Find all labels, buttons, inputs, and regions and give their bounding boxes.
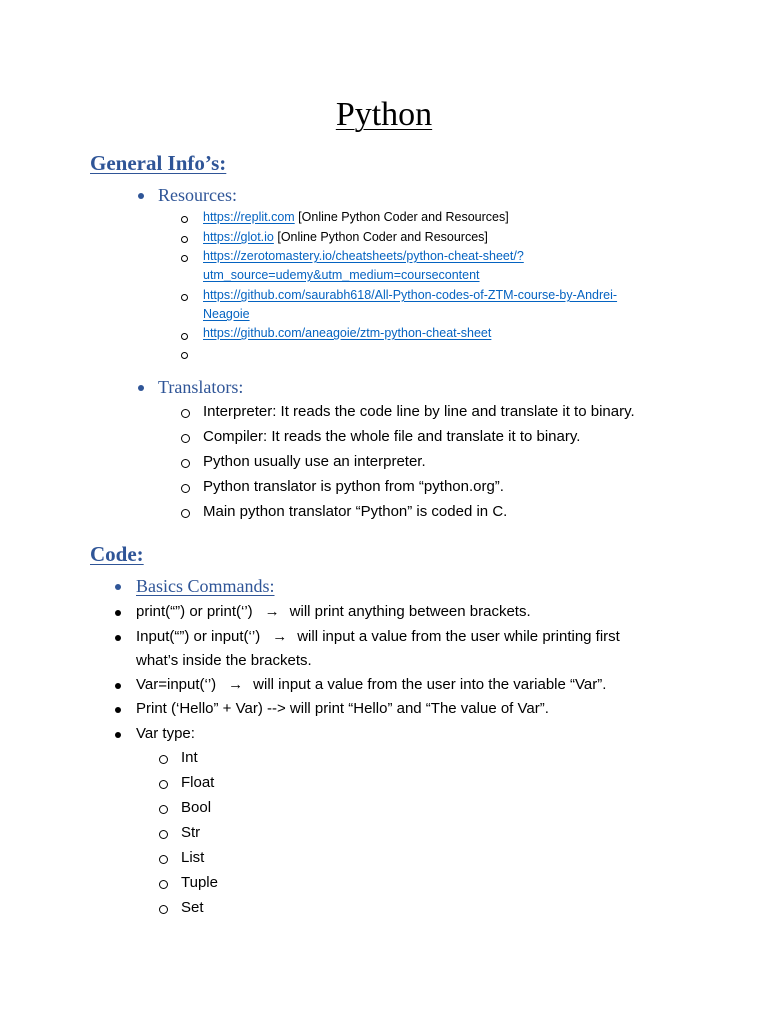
resource-item xyxy=(203,324,491,343)
circle-bullet-icon xyxy=(159,855,168,864)
resource-link[interactable]: https://github.com/aneagoie/ztm-python-cheat-sheet xyxy=(203,326,492,340)
circle-bullet-icon xyxy=(181,236,188,243)
circle-bullet-icon xyxy=(181,434,190,443)
circle-bullet-icon xyxy=(159,905,168,914)
arrow-right-icon: → xyxy=(272,628,288,645)
resource-item xyxy=(203,247,524,266)
var-type: Float xyxy=(181,774,215,791)
resource-link[interactable]: https://glot.io xyxy=(203,230,274,244)
bullet-icon xyxy=(115,610,121,616)
var-type: Bool xyxy=(181,799,212,816)
command-description: will input a value from the user into the variable “Var”. xyxy=(253,676,607,693)
bullet-icon xyxy=(115,683,121,689)
circle-bullet-icon xyxy=(159,830,168,839)
bullet-icon xyxy=(138,385,144,391)
var-type-item xyxy=(136,725,195,742)
resource-item-continued xyxy=(203,305,250,324)
resource-item xyxy=(203,286,617,305)
circle-bullet-icon xyxy=(159,805,168,814)
resource-link[interactable]: https://zerotomastery.io/cheatsheets/python-cheat-sheet/? xyxy=(203,249,524,263)
circle-bullet-icon xyxy=(181,216,188,223)
document-title: Python xyxy=(335,96,433,133)
circle-bullet-icon xyxy=(181,255,188,262)
circle-bullet-icon xyxy=(159,880,168,889)
bullet-icon xyxy=(115,707,121,713)
translator-item: Main python translator “Python” is coded in C. xyxy=(203,503,508,520)
resource-item xyxy=(203,228,488,247)
translators-heading xyxy=(158,377,243,398)
section-heading-general-info: General Info’s: xyxy=(90,151,227,175)
var-type: Int xyxy=(181,749,198,766)
arrow-right-icon: → xyxy=(264,603,280,620)
circle-bullet-icon xyxy=(181,484,190,493)
translator-item: Compiler: It reads the whole file and translate it to binary. xyxy=(203,428,581,445)
section-heading-code: Code: xyxy=(90,542,144,566)
resource-link-continued[interactable]: Neagoie xyxy=(203,307,250,321)
circle-bullet-icon xyxy=(159,755,168,764)
command-item xyxy=(136,628,620,645)
translator-item: Interpreter: It reads the code line by line and translate it to binary. xyxy=(203,403,635,420)
command-item xyxy=(136,700,549,717)
translators-label: Translators: xyxy=(158,377,244,397)
var-type: Tuple xyxy=(181,874,218,891)
circle-bullet-icon xyxy=(181,509,190,518)
bullet-icon xyxy=(115,732,121,738)
command-item xyxy=(136,676,606,693)
command-code: Input(“”) or input(‘’) xyxy=(136,628,261,645)
bullet-icon xyxy=(138,193,144,199)
command-item xyxy=(136,603,531,620)
basics-commands-heading xyxy=(136,576,275,597)
var-type: List xyxy=(181,849,205,866)
circle-bullet-icon xyxy=(181,409,190,418)
bullet-icon xyxy=(115,635,121,641)
circle-bullet-icon xyxy=(159,780,168,789)
command-code: print(“”) or print(‘’) xyxy=(136,603,253,620)
resource-link-continued[interactable]: utm_source=udemy&utm_medium=coursecontent xyxy=(203,268,480,282)
bullet-icon xyxy=(115,584,121,590)
var-type: Str xyxy=(181,824,201,841)
command-item-continued: what’s inside the brackets. xyxy=(136,652,312,669)
command-description: will input a value from the user while printing first xyxy=(297,628,620,645)
resource-item-continued xyxy=(203,266,480,285)
var-type-label: Var type: xyxy=(136,725,195,742)
translator-item: Python usually use an interpreter. xyxy=(203,453,426,470)
resources-heading xyxy=(158,185,237,206)
basics-commands-label: Basics Commands: xyxy=(136,576,275,596)
arrow-right-icon: → xyxy=(228,676,244,693)
resource-link[interactable]: https://github.com/saurabh618/All-Python-codes-of-ZTM-course-by-Andrei- xyxy=(203,288,618,302)
resource-link[interactable]: https://replit.com xyxy=(203,210,295,224)
circle-bullet-icon xyxy=(181,294,188,301)
circle-bullet-icon xyxy=(181,459,190,468)
resource-note: [Online Python Coder and Resources] xyxy=(294,210,509,224)
circle-bullet-icon xyxy=(181,352,188,359)
resources-label: Resources: xyxy=(158,185,237,205)
circle-bullet-icon xyxy=(181,333,188,340)
command-description: will print anything between brackets. xyxy=(289,603,531,620)
resource-note: [Online Python Coder and Resources] xyxy=(273,230,488,244)
var-type: Set xyxy=(181,899,204,916)
resource-item xyxy=(203,208,509,227)
command-code: Var=input(‘’) xyxy=(136,676,217,693)
translator-item: Python translator is python from “python.org”. xyxy=(203,478,504,495)
print-line: Print (‘Hello” + Var) --> will print “Hello” and “The value of Var”. xyxy=(136,700,549,717)
